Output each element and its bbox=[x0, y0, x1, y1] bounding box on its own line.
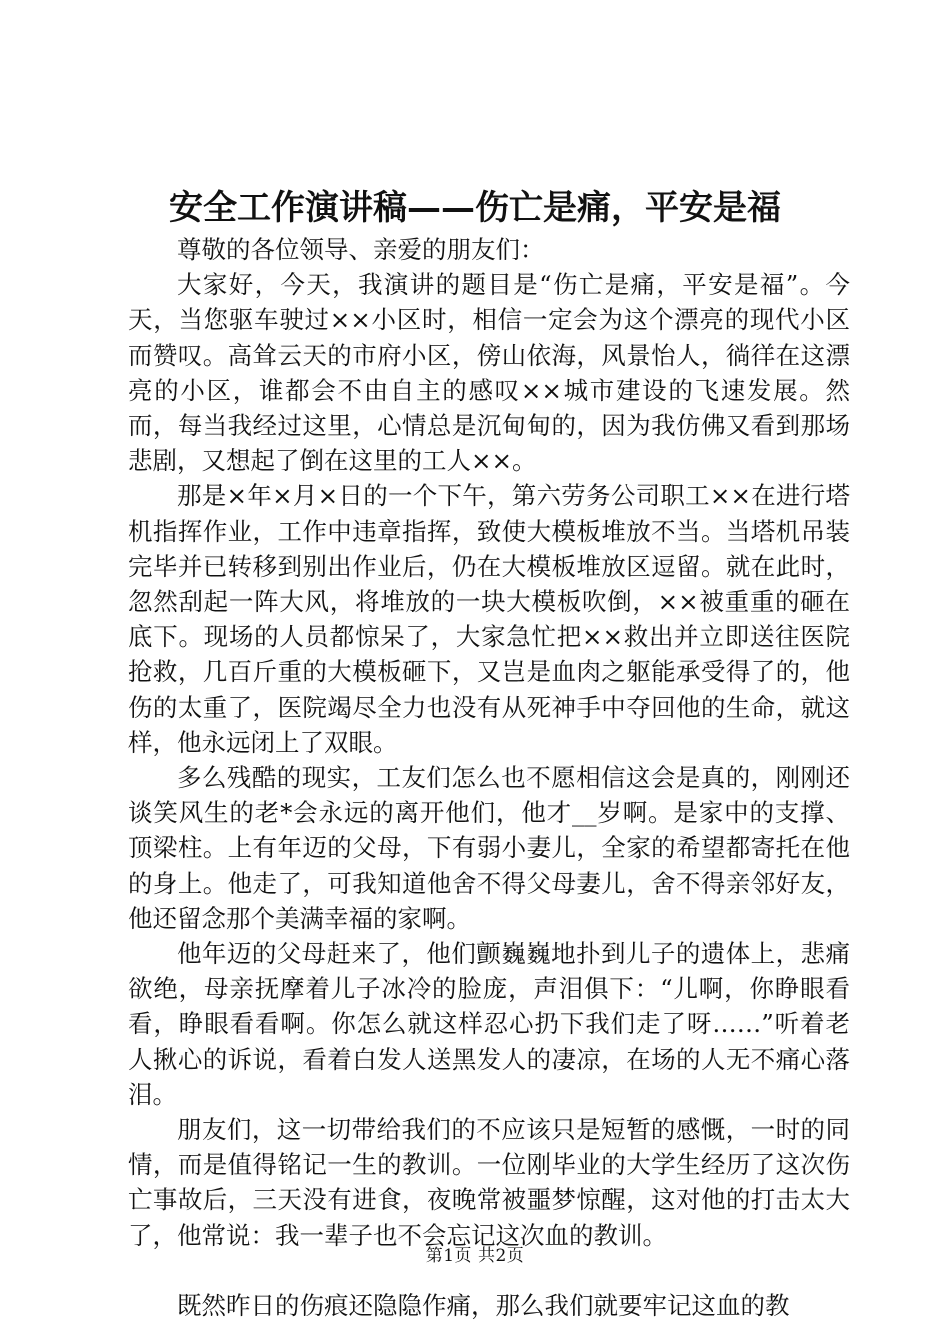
paragraph-intro: 大家好，今天，我演讲的题目是“伤亡是痛，平安是福”。今天，当您驱车驶过××小区时，相信一定会为这个漂亮的现代小区而赞叹。高耸云天的市府小区，傍山依海，风景怡人，徜徉在这漂亮的小区，谁都会不由自主的感叹××城市建设的飞速发展。然而，每当我经过这里，心情总是沉甸甸的，因为我仿佛又看到那场悲剧，又想起了倒在这里的工人××。 bbox=[128, 270, 850, 476]
document-body bbox=[128, 232, 850, 1323]
paragraph-accident: 那是×年×月×日的一个下午，第六劳务公司职工××在进行塔机指挥作业，工作中违章指挥，致使大模板堆放不当。当塔机吊装完毕并已转移到别出作业后，仍在大模板堆放区逗留。就在此时，忽然刮起一阵大风，将堆放的一块大模板吹倒，××被重重的砸在底下。现场的人员都惊呆了，大家急忙把××救出并立即送往医院抢救，几百斤重的大模板砸下，又岂是血肉之躯能承受得了的，他伤的太重了，医院竭尽全力也没有从死神手中夺回他的生命，就这样，他永远闭上了双眼。 bbox=[128, 481, 850, 757]
paragraph-parents: 他年迈的父母赶来了，他们颤巍巍地扑到儿子的遗体上，悲痛欲绝，母亲抚摩着儿子冰冷的脸庞，声泪俱下：“儿啊，你睁眼看看，睁眼看看啊。你怎么就这样忍心扔下我们走了呀……”听着老人揪心的诉说，看着白发人送黑发人的凄凉，在场的人无不痛心落泪。 bbox=[128, 939, 850, 1109]
paragraph-reality: 多么残酷的现实，工友们怎么也不愿相信这会是真的，刚刚还谈笑风生的老*会永远的离开他们，他才__岁啊。是家中的支撑、顶梁柱。上有年迈的父母，下有弱小妻儿，全家的希望都寄托在他的身上。他走了，可我知道他舍不得父母妻儿，舍不得亲邻好友，他还留念那个美满幸福的家啊。 bbox=[128, 763, 850, 933]
paragraph-lesson: 朋友们，这一切带给我们的不应该只是短暂的感慨，一时的同情，而是值得铭记一生的教训。一位刚毕业的大学生经历了这次伤亡事故后，三天没有进食，夜晚常被噩梦惊醒，这对他的打击太大了，他常说：我一辈子也不会忘记这次血的教训。 bbox=[128, 1115, 850, 1250]
paragraph-greeting: 尊敬的各位领导、亲爱的朋友们： bbox=[177, 235, 545, 264]
paragraph-conclusion: 既然昨日的伤痕还隐隐作痛，那么我们就要牢记这血的教 bbox=[177, 1290, 790, 1320]
document-title: 安全工作演讲稿——伤亡是痛，平安是福 bbox=[169, 188, 781, 228]
page-footer: 第1页 共2页 bbox=[425, 1246, 525, 1266]
